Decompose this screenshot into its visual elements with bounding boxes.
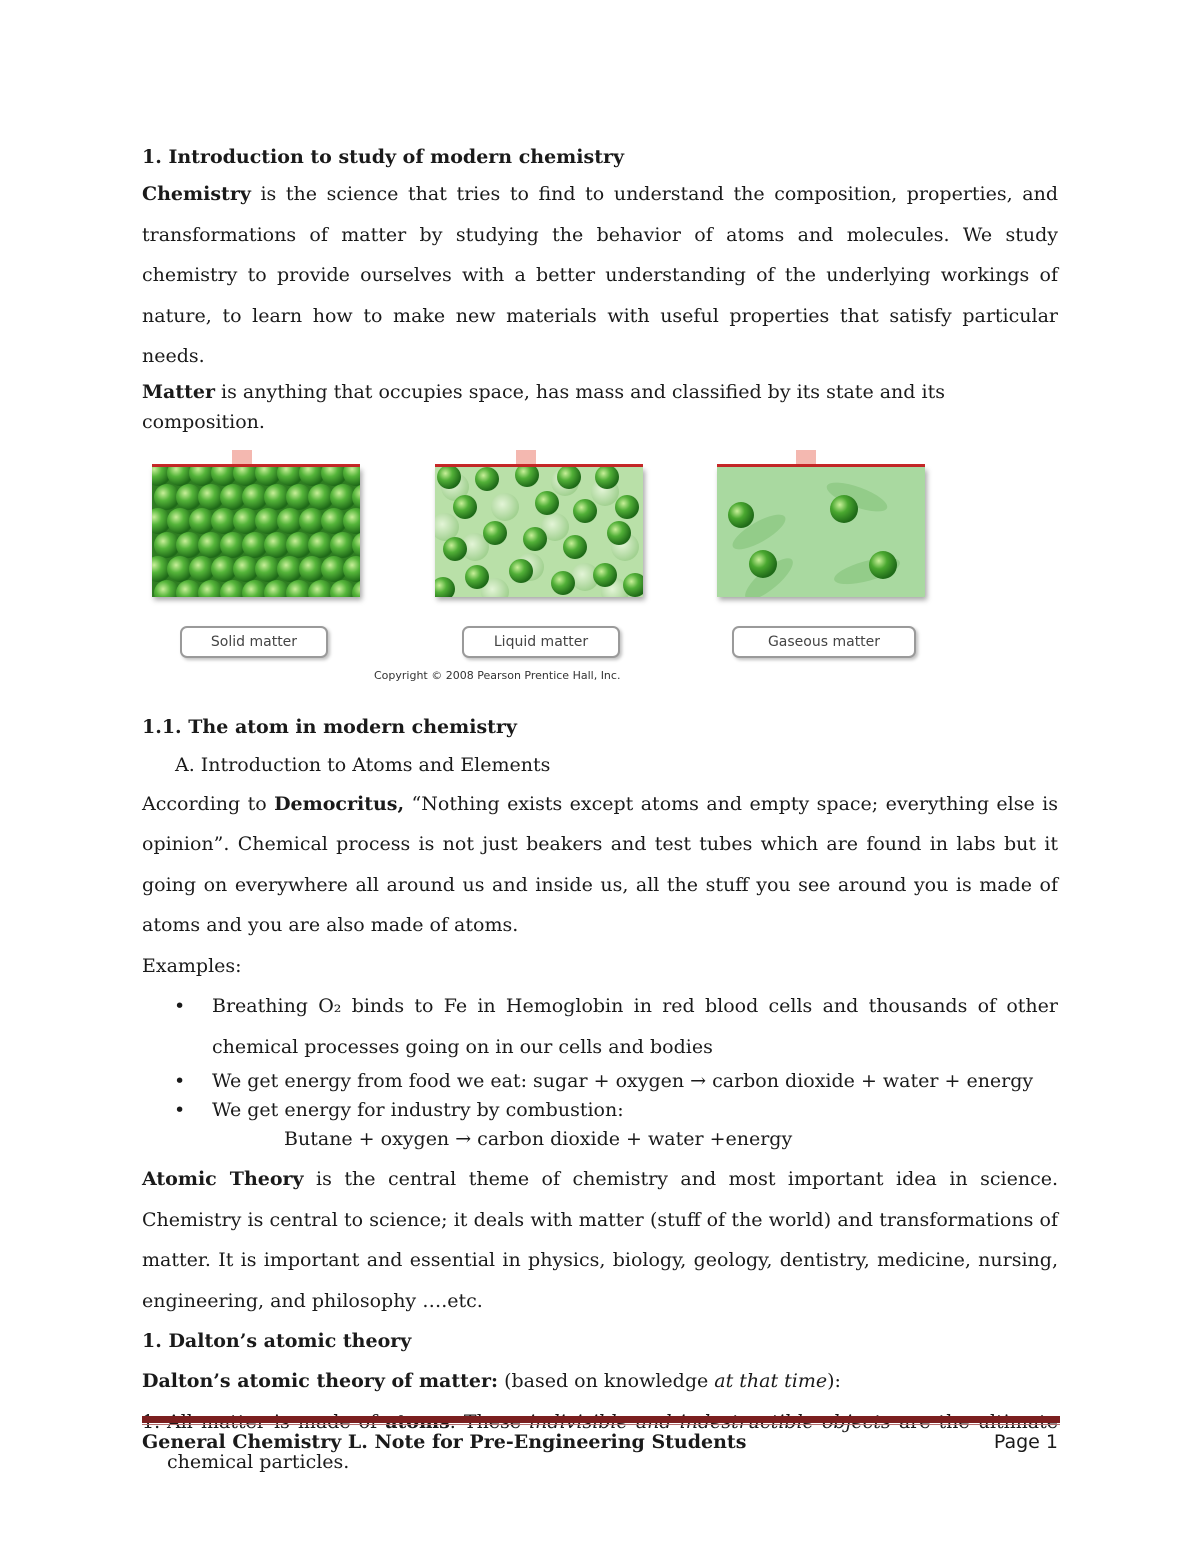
- atomic-theory-paragraph: [142, 1159, 1058, 1321]
- chemistry-definition: [142, 174, 1058, 377]
- gaseous-matter-spheres: [717, 467, 925, 597]
- democritus-text: “Nothing exists except atoms and empty space; everything else is opinion”. Chemical process is not just beakers and test tubes which are found in labs but it going on everywhere all around us and inside us, all the stuff you see around you is made of atoms and you are also made of atoms.: [142, 792, 1058, 936]
- examples-label: Examples:: [142, 954, 242, 977]
- page-body: [142, 140, 1058, 1483]
- list-item: • We get energy from food we eat: sugar + oxygen → carbon dioxide + water + energy: [142, 1067, 1058, 1096]
- liquid-matter-image: [435, 467, 643, 597]
- gaseous-matter-image: [717, 467, 925, 597]
- combustion-formula: Butane + oxygen → carbon dioxide + water +energy: [284, 1128, 793, 1150]
- states-of-matter-figure: [142, 450, 1058, 708]
- chemistry-definition-text: is the science that tries to find to understand the composition, properties, and transformations of matter by studying the behavior of atoms and molecules. We study chemistry to provide ourselves with a better understanding of the underlying workings of nature, to learn how to make new materials with useful properties that satisfy particular needs.: [142, 183, 1058, 367]
- examples-list: [142, 986, 1058, 1125]
- gaseous-matter-label: Gaseous matter: [732, 626, 916, 658]
- solid-matter-spheres: [152, 467, 360, 597]
- liquid-matter-spheres: [435, 467, 643, 597]
- list-item: • We get energy for industry by combustion:: [142, 1096, 1058, 1125]
- solid-matter-image: [152, 467, 360, 597]
- footer-rule-thin: [142, 1424, 1060, 1425]
- dalton-lead-end: ):: [827, 1370, 841, 1392]
- atomic-theory-text: is the central theme of chemistry and most important idea in science. Chemistry is central to science; it deals with matter (stuff of the world) and transformations of matter. It is important and essential in physics, biology, geology, dentistry, medicine, nursing, engineering, and philosophy ….etc.: [142, 1168, 1058, 1312]
- item-text-end: chemical particles.: [167, 1451, 350, 1473]
- figure-copyright: Copyright © 2008 Pearson Prentice Hall, Inc.: [374, 668, 621, 682]
- footer-title: General Chemistry L. Note for Pre-Engineering Students: [142, 1431, 747, 1453]
- dalton-heading: 1. Dalton’s atomic theory: [142, 1330, 412, 1352]
- term-atomic-theory: Atomic Theory: [142, 1168, 304, 1190]
- section-heading: 1. Introduction to study of modern chemistry: [142, 146, 625, 168]
- term-matter: Matter: [142, 380, 215, 403]
- list-item: • Breathing O₂ binds to Fe in Hemoglobin in red blood cells and thousands of other chemical processes going on in our cells and bodies: [142, 986, 1058, 1067]
- liquid-matter-label: Liquid matter: [462, 626, 620, 658]
- subsection-heading: 1.1. The atom in modern chemistry: [142, 715, 517, 738]
- solid-matter-label: Solid matter: [180, 626, 328, 658]
- dalton-lead-text: (based on knowledge: [498, 1370, 715, 1392]
- matter-definition: [142, 377, 1058, 437]
- democritus-name: Democritus,: [274, 792, 405, 815]
- dalton-lead-bold: Dalton’s atomic theory of matter:: [142, 1370, 499, 1392]
- democritus-paragraph: [142, 784, 1058, 946]
- subsection-a: A. Introduction to Atoms and Elements: [175, 753, 551, 776]
- page-footer: [142, 1431, 1058, 1453]
- footer-rule: [142, 1416, 1060, 1423]
- democritus-pre: According to: [142, 792, 275, 815]
- matter-definition-text: is anything that occupies space, has mass and classified by its state and its composition.: [142, 380, 945, 433]
- dalton-lead-italic: at that time: [714, 1370, 828, 1392]
- term-chemistry: Chemistry: [142, 183, 251, 205]
- page-number: Page 1: [993, 1431, 1058, 1453]
- dalton-lead: [142, 1361, 1058, 1402]
